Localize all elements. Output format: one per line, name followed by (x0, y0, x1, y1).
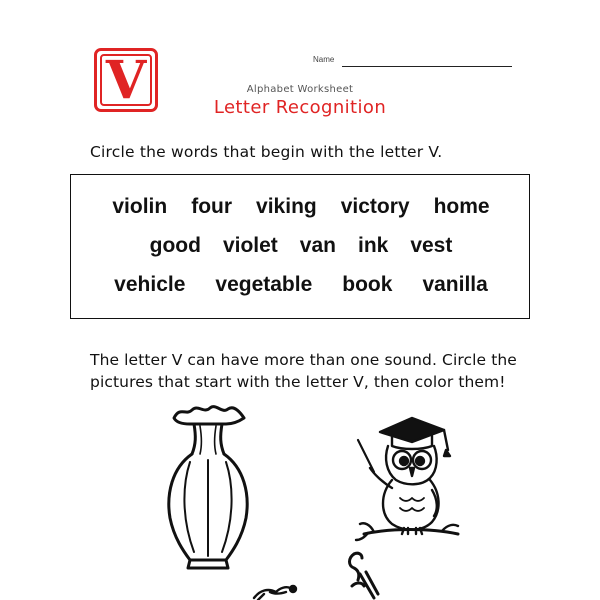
word-item[interactable]: ink (357, 234, 389, 257)
word-item[interactable]: book (342, 273, 393, 296)
name-write-line[interactable] (342, 66, 512, 67)
word-item[interactable]: violin (112, 195, 168, 218)
instrument-picture[interactable] (340, 550, 385, 600)
word-item[interactable]: vanilla (422, 273, 488, 296)
worksheet-title: Letter Recognition (213, 97, 387, 118)
picture-instruction: The letter V can have more than one sound. Circle the pictures that start with the letter V, then color them! (90, 351, 517, 391)
word-item[interactable]: violet (222, 234, 278, 257)
word-item[interactable]: van (299, 234, 336, 257)
worksheet-subtitle: Alphabet Worksheet (246, 84, 354, 95)
name-label: Name (313, 55, 335, 64)
word-instruction: Circle the words that begin with the letter V. (90, 143, 443, 161)
word-row-3 (71, 273, 531, 297)
word-item[interactable]: home (433, 195, 490, 218)
badge-letter: V (105, 50, 147, 111)
word-row-1 (71, 195, 531, 219)
word-item[interactable]: viking (256, 195, 317, 218)
word-box (70, 174, 530, 319)
word-item[interactable]: four (191, 195, 233, 218)
vase-picture[interactable] (160, 402, 255, 572)
word-item[interactable]: victory (340, 195, 410, 218)
letter-badge (94, 48, 158, 112)
word-item[interactable]: vest (410, 234, 453, 257)
word-row-2 (71, 234, 531, 258)
critter-picture[interactable] (250, 582, 305, 600)
word-item[interactable]: vehicle (114, 273, 186, 296)
word-item[interactable]: vegetable (215, 273, 313, 296)
owl-picture[interactable] (350, 410, 465, 545)
word-item[interactable]: good (149, 234, 201, 257)
